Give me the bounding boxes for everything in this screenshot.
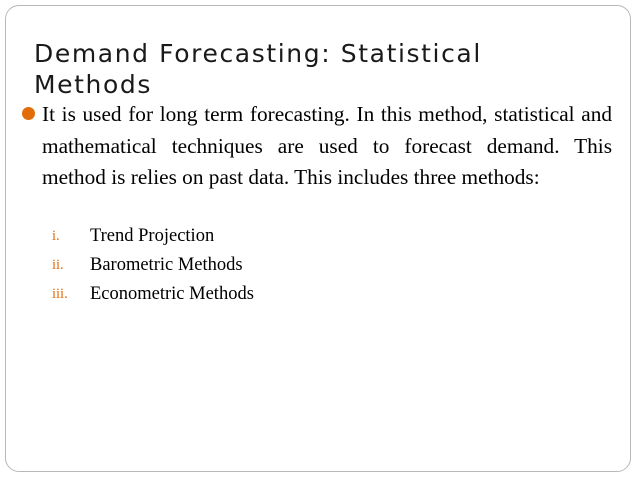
list-item-label: Econometric Methods	[90, 284, 254, 304]
bullet-text: It is used for long term forecasting. In this method, statistical and mathematical techniques are used to forecast demand. This method is relies on past data. This includes three methods:	[42, 102, 612, 189]
slide-title: Demand Forecasting: Statistical Methods	[34, 39, 482, 99]
list-item	[22, 253, 582, 282]
method-list	[22, 224, 582, 311]
list-item-number: i.	[52, 228, 60, 244]
list-item-number: ii.	[52, 257, 64, 273]
list-item	[22, 282, 582, 311]
list-item	[22, 224, 582, 253]
list-item-number: iii.	[52, 286, 68, 302]
bullet-dot-icon	[22, 107, 35, 120]
list-item-label: Barometric Methods	[90, 255, 243, 275]
list-item-label: Trend Projection	[90, 226, 215, 246]
bullet-point	[22, 99, 612, 194]
